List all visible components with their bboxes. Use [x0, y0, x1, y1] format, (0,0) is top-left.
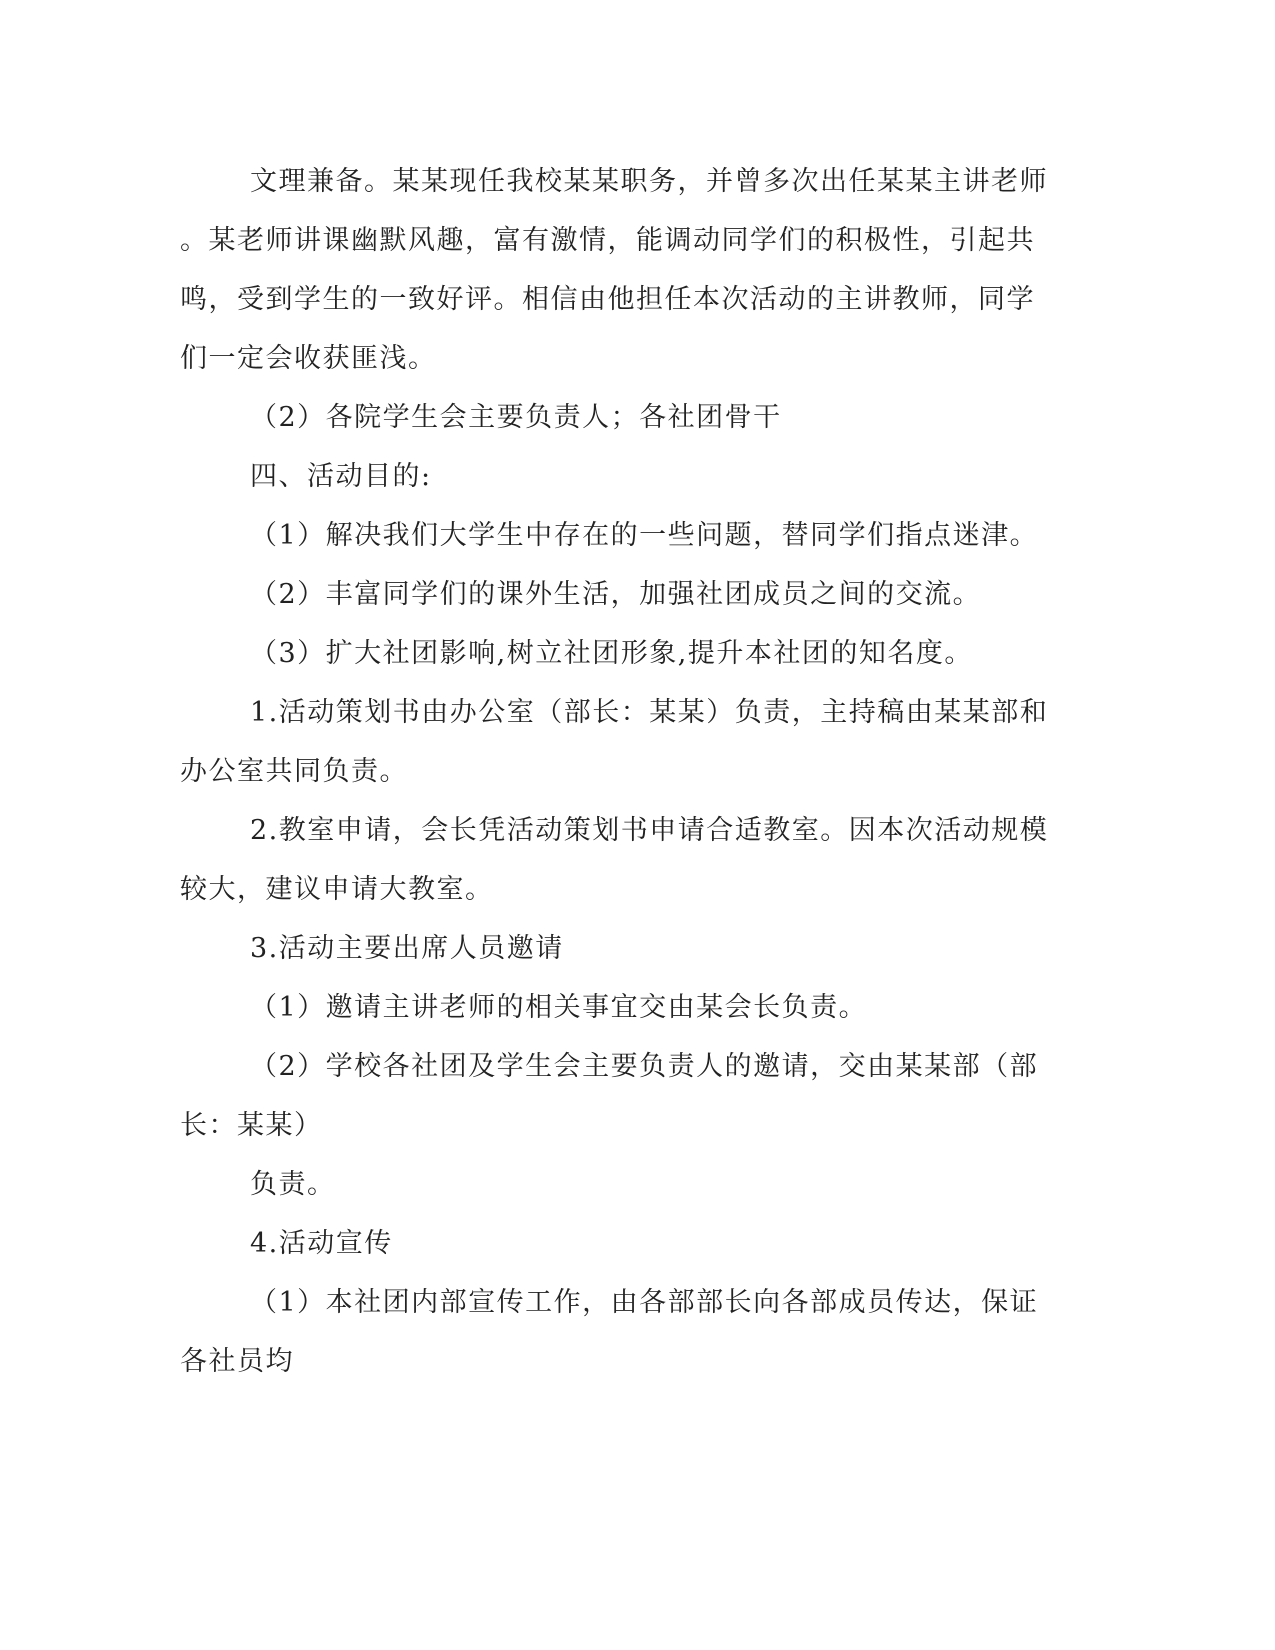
text-line: （2）学校各社团及学生会主要负责人的邀请，交由某某部（部: [250, 1051, 1039, 1082]
text-line: 。某老师讲课幽默风趣，富有激情，能调动同学们的积极性，引起共: [180, 225, 1035, 256]
text-line: （3）扩大社团影响,树立社团形象,提升本社团的知名度。: [250, 638, 973, 669]
text-line: 较大，建议申请大教室。: [180, 874, 494, 905]
section-heading: 四、活动目的:: [250, 461, 432, 492]
text-line: 2.教室申请，会长凭活动策划书申请合适教室。因本次活动规模: [250, 815, 1049, 846]
text-line: 鸣，受到学生的一致好评。相信由他担任本次活动的主讲教师，同学: [180, 284, 1035, 315]
text-line: （1）邀请主讲老师的相关事宜交由某会长负责。: [250, 992, 868, 1023]
text-line: 3.活动主要出席人员邀请: [250, 933, 564, 964]
text-line: 负责。: [250, 1169, 336, 1200]
text-line: （1）本社团内部宣传工作，由各部部长向各部成员传达，保证: [250, 1287, 1039, 1318]
text-line: （2）各院学生会主要负责人；各社团骨干: [250, 402, 782, 433]
text-line: 长：某某）: [180, 1110, 323, 1141]
text-line: 4.活动宣传: [250, 1228, 393, 1259]
text-line: （2）丰富同学们的课外生活，加强社团成员之间的交流。: [250, 579, 982, 610]
text-line: 们一定会收获匪浅。: [180, 343, 437, 374]
text-line: 各社员均: [180, 1346, 294, 1377]
text-line: （1）解决我们大学生中存在的一些问题，替同学们指点迷津。: [250, 520, 1039, 551]
text-line: 1.活动策划书由办公室（部长：某某）负责，主持稿由某某部和: [250, 697, 1049, 728]
text-line: 办公室共同负责。: [180, 756, 408, 787]
text-line: 文理兼备。某某现任我校某某职务，并曾多次出任某某主讲老师: [250, 166, 1048, 197]
